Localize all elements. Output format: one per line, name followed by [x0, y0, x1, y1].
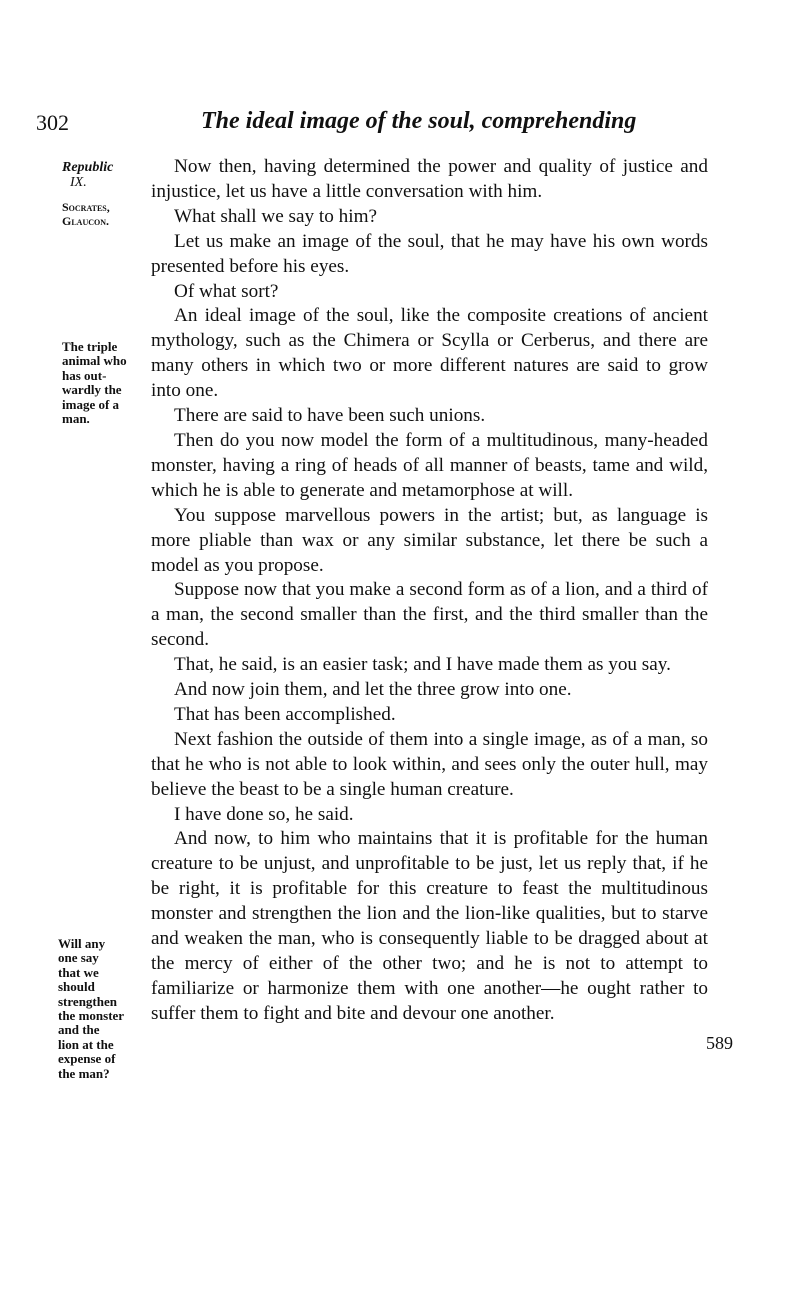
paragraph: Next fashion the outside of them into a single image, as of a man, so that he who is not able to look within, and sees only the outer hull, may believe the beast to be a single human creature.	[151, 728, 708, 800]
sidenote-work-title: Republic	[62, 160, 114, 175]
sidenote-line: the man?	[58, 1065, 110, 1081]
sidenote-triple-animal	[62, 340, 127, 426]
paragraph: Suppose now that you make a second form as of a lion, and a third of a man, the second smaller than the first, and the third smaller than the second.	[151, 579, 708, 651]
sidenote-line: man.	[62, 411, 90, 427]
paragraph: What shall we say to him?	[174, 205, 378, 227]
paragraph: You suppose marvellous powers in the artist; but, as language is more pliable than wax or any similar substance, let there be such a model as you propose.	[151, 504, 708, 576]
page-number: 302	[36, 110, 69, 135]
running-header	[36, 106, 668, 142]
paragraph: Let us make an image of the soul, that he may have his own words presented before his eyes.	[151, 230, 708, 277]
running-title: The ideal image of the soul, comprehending	[201, 108, 637, 134]
sidenote-line: animal who	[62, 353, 127, 369]
paragraph: Then do you now model the form of a multitudinous, many-headed monster, having a ring of heads of all manner of beasts, tame and wild, which he is able to generate and metamorphose at will.	[151, 429, 708, 501]
stephanus-number: 589	[706, 1033, 733, 1053]
sidenote-line: The triple	[62, 339, 118, 354]
sidenote-line: and the	[58, 1022, 100, 1038]
paragraph: And now join them, and let the three grow into one.	[174, 679, 572, 701]
sidenote-line: wardly the	[62, 382, 122, 398]
paragraph: And now, to him who maintains that it is profitable for the human creature to be unjust, and unprofitable to be just, let us reply that, if he be right, it is profitable for this creature to feast the multitudinous monster and strengthen the lion and the lion-like qualities, but to starve and weaken the man, who is consequently liable to be dragged about at the mercy of either of the other two; and he is not to attempt to familiarize or harmonize them with one another—he ought rather to suffer them to fight and bite and devour one another.	[151, 828, 708, 1024]
sidenote-speaker: Glaucon.	[62, 214, 110, 228]
paragraph: Now then, having determined the power and quality of justice and injustice, let us have a little conversation with him.	[151, 156, 708, 202]
paragraph: An ideal image of the soul, like the composite creations of ancient mythology, such as the Chimera or Scylla or Cerberus, and there are many others in which two or more different natures are said to grow into one.	[151, 305, 708, 402]
sidenote-line: one say	[58, 950, 99, 966]
sidenote-dialogue	[62, 160, 113, 228]
paragraph: That, he said, is an easier task; and I have made them as you say.	[174, 654, 671, 676]
sidenote-line: expense of	[58, 1051, 116, 1067]
sidenote-line: has out-	[62, 367, 107, 383]
paragraph: There are said to have been such unions.	[174, 405, 486, 427]
paragraph: I have done so, he said.	[174, 803, 354, 825]
sidenote-will-any	[58, 937, 124, 1081]
sidenote-line: strengthen	[58, 993, 117, 1009]
sidenote-speaker: Socrates,	[62, 200, 110, 214]
sidenote-line: the monster	[58, 1008, 125, 1024]
sidenote-line: image of a	[62, 396, 120, 412]
sidenote-line: Will any	[58, 936, 106, 951]
body-text	[151, 155, 708, 1027]
sidenote-speakers	[62, 200, 113, 228]
sidenote-line: should	[58, 979, 95, 995]
sidenote-line: that we	[58, 964, 99, 980]
sidenote-line: lion at the	[58, 1036, 114, 1052]
sidenote-book-number: IX.	[70, 175, 87, 190]
paragraph: That has been accomplished.	[174, 703, 396, 725]
paragraph: Of what sort?	[174, 280, 279, 302]
